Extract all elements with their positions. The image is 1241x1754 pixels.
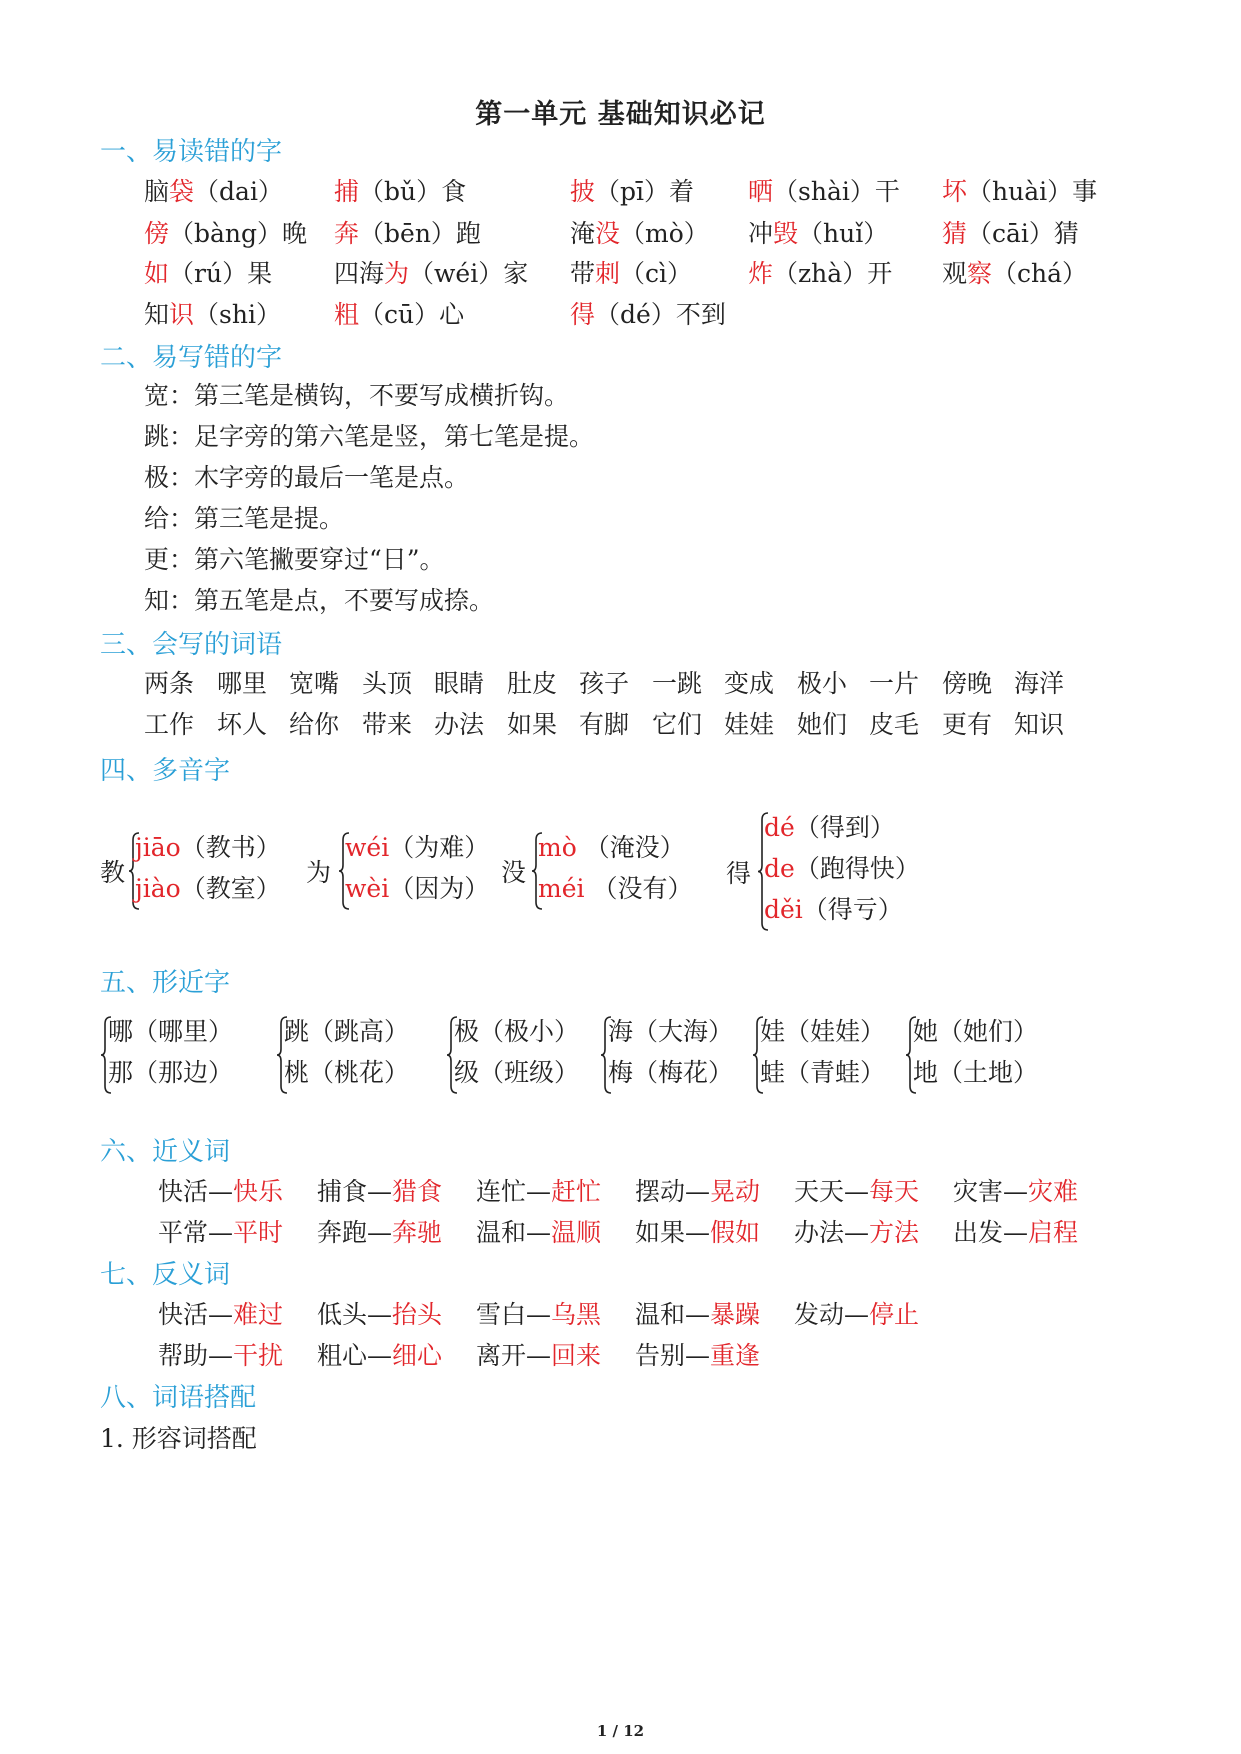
plain-text: 快活: [158, 1177, 209, 1206]
vocab-word: 肚皮: [507, 669, 558, 698]
plain-text: 淹: [570, 219, 596, 248]
word-item: [570, 172, 694, 208]
vocab-word: 一片: [869, 669, 920, 698]
highlight-text: wèi: [345, 874, 390, 903]
similar-char-entry: 蛙（青蛙）: [760, 1058, 886, 1087]
antonym-pair: [158, 1336, 283, 1372]
word-item: [570, 254, 692, 290]
highlight-text: 晒: [748, 177, 774, 206]
plain-text: （得亏）: [802, 895, 903, 924]
plain-text: 天天: [794, 1177, 845, 1206]
polyphone-reading: [345, 869, 489, 905]
highlight-text: 乌黑: [551, 1300, 602, 1329]
plain-text: （cū）心: [359, 300, 465, 329]
highlight-text: 刺: [595, 259, 621, 288]
plain-text: （pī）着: [595, 177, 695, 206]
similar-char-entry: 桃（桃花）: [284, 1058, 410, 1087]
vocab-word: 海洋: [1014, 669, 1065, 698]
highlight-text: jiào: [135, 874, 181, 903]
plain-text: 快活: [158, 1300, 209, 1329]
plain-text: （dé）不到: [595, 300, 726, 329]
plain-text: —: [1003, 1177, 1029, 1206]
plain-text: —: [844, 1300, 870, 1329]
highlight-text: 每天: [869, 1177, 920, 1206]
plain-text: （bǔ）食: [359, 177, 467, 206]
plain-text: （教书）: [180, 833, 281, 862]
synonym-pair: [635, 1213, 760, 1249]
vocab-word: 办法: [434, 710, 485, 739]
antonym-pair: [317, 1336, 442, 1372]
highlight-text: de: [764, 854, 795, 883]
polyphone-reading: [345, 828, 489, 864]
plain-text: —: [844, 1218, 870, 1247]
highlight-text: 启程: [1028, 1218, 1079, 1247]
vocab-word: 宽嘴: [289, 669, 340, 698]
highlight-text: 赶忙: [551, 1177, 602, 1206]
plain-text: （为难）: [389, 833, 490, 862]
highlight-text: 暴躁: [710, 1300, 761, 1329]
subsection-title: 1. 形容词搭配: [100, 1424, 257, 1453]
highlight-text: dé: [764, 813, 795, 842]
similar-char-entry: 地（土地）: [913, 1058, 1039, 1087]
word-item: [334, 172, 466, 208]
word-item: [144, 295, 281, 331]
plain-text: （跑得快）: [794, 854, 920, 883]
section-heading-2: 二、易写错的字: [100, 343, 283, 373]
vocab-word: 如果: [507, 710, 558, 739]
section-heading-6: 六、近义词: [100, 1137, 231, 1167]
highlight-text: 傍: [144, 219, 170, 248]
plain-text: 观: [942, 259, 968, 288]
plain-text: 四海: [334, 259, 385, 288]
plain-text: 出发: [953, 1218, 1004, 1247]
highlight-text: 猜: [942, 219, 968, 248]
plain-text: 离开: [476, 1341, 527, 1370]
synonym-pair: [158, 1172, 283, 1208]
section-heading-3: 三、会写的词语: [100, 630, 283, 660]
vocab-word: 变成: [724, 669, 775, 698]
plain-text: （没有）: [584, 874, 693, 903]
polyphone-char: 没: [501, 858, 527, 887]
word-item: [570, 214, 709, 250]
synonym-pair: [953, 1213, 1078, 1249]
highlight-text: 毁: [773, 219, 799, 248]
plain-text: —: [367, 1177, 393, 1206]
vocab-word: 坏人: [217, 710, 268, 739]
vocab-word: 皮毛: [869, 710, 920, 739]
plain-text: —: [526, 1177, 552, 1206]
plain-text: —: [526, 1300, 552, 1329]
plain-text: —: [685, 1177, 711, 1206]
word-item: [334, 254, 528, 290]
page-number: 1 / 12: [596, 1722, 645, 1740]
word-item: [748, 172, 900, 208]
plain-text: （bēn）跑: [359, 219, 481, 248]
plain-text: —: [685, 1218, 711, 1247]
highlight-text: 停止: [869, 1300, 920, 1329]
vocab-word: 极小: [797, 669, 848, 698]
polyphone-char: 教: [100, 858, 126, 887]
plain-text: 平常: [158, 1218, 209, 1247]
highlight-text: 披: [570, 177, 596, 206]
vocab-word: 工作: [144, 710, 195, 739]
synonym-pair: [635, 1172, 760, 1208]
highlight-text: 炸: [748, 259, 774, 288]
section-heading-4: 四、多音字: [100, 756, 231, 786]
highlight-text: méi: [538, 874, 585, 903]
page-title: 第一单元 基础知识必记: [475, 99, 766, 130]
similar-char-entry: 极（极小）: [454, 1017, 580, 1046]
highlight-text: 察: [967, 259, 993, 288]
similar-char-entry: 她（她们）: [913, 1017, 1039, 1046]
synonym-pair: [476, 1172, 601, 1208]
antonym-pair: [317, 1295, 442, 1331]
highlight-text: 猎食: [392, 1177, 443, 1206]
plain-text: （dai）: [194, 177, 283, 206]
plain-text: （因为）: [389, 874, 490, 903]
section-heading-1: 一、易读错的字: [100, 137, 283, 167]
plain-text: 如果: [635, 1218, 686, 1247]
plain-text: —: [367, 1300, 393, 1329]
vocab-word: 它们: [652, 710, 703, 739]
plain-text: 奔跑: [317, 1218, 368, 1247]
note-line: 知：第五笔是点，不要写成捺。: [144, 586, 495, 615]
highlight-text: 得: [570, 300, 596, 329]
antonym-pair: [476, 1295, 601, 1331]
vocab-word: 傍晚: [942, 669, 993, 698]
section-heading-5: 五、形近字: [100, 968, 231, 998]
plain-text: 连忙: [476, 1177, 527, 1206]
plain-text: 雪白: [476, 1300, 527, 1329]
word-item: [144, 172, 283, 208]
highlight-text: 重逢: [710, 1341, 761, 1370]
note-line: 给：第三笔是提。: [144, 504, 345, 533]
highlight-text: děi: [764, 895, 803, 924]
word-item: [942, 214, 1079, 250]
highlight-text: 抬头: [392, 1300, 443, 1329]
note-line: 更：第六笔撇要穿过“日”。: [144, 545, 445, 574]
plain-text: —: [208, 1341, 234, 1370]
note-line: 跳：足字旁的第六笔是竖，第七笔是提。: [144, 422, 595, 451]
plain-text: 粗心: [317, 1341, 368, 1370]
plain-text: （shi）: [194, 300, 281, 329]
highlight-text: 没: [595, 219, 621, 248]
polyphone-char: 得: [726, 858, 752, 888]
plain-text: 灾害: [953, 1177, 1004, 1206]
plain-text: —: [208, 1218, 234, 1247]
plain-text: 脑: [144, 177, 170, 206]
word-item: [942, 172, 1097, 208]
plain-text: 捕食: [317, 1177, 368, 1206]
highlight-text: 假如: [710, 1218, 761, 1247]
highlight-text: 快乐: [233, 1177, 284, 1206]
word-item: [334, 214, 481, 250]
synonym-pair: [317, 1172, 442, 1208]
plain-text: （shài）干: [773, 177, 900, 206]
plain-text: （cì）: [620, 259, 693, 288]
plain-text: （bàng）晚: [169, 219, 308, 248]
highlight-text: 难过: [233, 1300, 284, 1329]
plain-text: 温和: [635, 1300, 686, 1329]
vocab-word: 眼睛: [434, 669, 485, 698]
plain-text: （zhà）开: [773, 259, 893, 288]
vocab-word: 头顶: [362, 669, 413, 698]
word-item: [334, 295, 464, 331]
plain-text: （huǐ）: [798, 219, 889, 248]
highlight-text: 袋: [169, 177, 195, 206]
highlight-text: 粗: [334, 300, 360, 329]
polyphone-reading: [764, 808, 895, 844]
vocab-word: 孩子: [579, 669, 630, 698]
highlight-text: 灾难: [1028, 1177, 1079, 1206]
polyphone-reading: [538, 869, 692, 905]
antonym-pair: [476, 1336, 601, 1372]
polyphone-reading: [135, 869, 281, 905]
vocab-word: 娃娃: [724, 710, 775, 739]
similar-char-entry: 那（那边）: [108, 1058, 234, 1087]
plain-text: —: [526, 1341, 552, 1370]
antonym-pair: [635, 1336, 760, 1372]
plain-text: （chá）: [992, 259, 1088, 288]
highlight-text: 坏: [942, 177, 968, 206]
plain-text: （得到）: [794, 813, 895, 842]
section-heading-7: 七、反义词: [100, 1260, 231, 1290]
plain-text: —: [526, 1218, 552, 1247]
polyphone-char: 为: [306, 858, 332, 887]
plain-text: —: [367, 1218, 393, 1247]
plain-text: 告别: [635, 1341, 686, 1370]
plain-text: （huài）事: [967, 177, 1098, 206]
similar-char-entry: 级（班级）: [454, 1058, 580, 1087]
highlight-text: 回来: [551, 1341, 602, 1370]
section-heading-8: 八、词语搭配: [100, 1383, 257, 1413]
vocab-word: 有脚: [579, 710, 630, 739]
antonym-pair: [794, 1295, 919, 1331]
polyphone-reading: [538, 828, 685, 864]
plain-text: 带: [570, 259, 596, 288]
vocab-word: 知识: [1014, 710, 1065, 739]
plain-text: （wéi）家: [409, 259, 529, 288]
similar-char-entry: 哪（哪里）: [108, 1017, 234, 1046]
plain-text: 帮助: [158, 1341, 209, 1370]
highlight-text: 温顺: [551, 1218, 602, 1247]
polyphone-reading: [135, 828, 281, 864]
synonym-pair: [476, 1213, 601, 1249]
highlight-text: 方法: [869, 1218, 920, 1247]
vocab-word: 给你: [289, 710, 340, 739]
highlight-text: jiāo: [135, 833, 181, 862]
highlight-text: 干扰: [233, 1341, 284, 1370]
highlight-text: mò: [538, 833, 577, 862]
plain-text: —: [1003, 1218, 1029, 1247]
similar-char-entry: 娃（娃娃）: [760, 1017, 886, 1046]
highlight-text: 为: [384, 259, 410, 288]
plain-text: （rú）果: [169, 259, 273, 288]
highlight-text: 平时: [233, 1218, 284, 1247]
synonym-pair: [794, 1172, 919, 1208]
similar-char-entry: 跳（跳高）: [284, 1017, 410, 1046]
plain-text: 低头: [317, 1300, 368, 1329]
highlight-text: 捕: [334, 177, 360, 206]
plain-text: 知: [144, 300, 170, 329]
word-item: [144, 214, 307, 250]
highlight-text: 细心: [392, 1341, 443, 1370]
highlight-text: 识: [169, 300, 195, 329]
plain-text: 摆动: [635, 1177, 686, 1206]
vocab-word: 带来: [362, 710, 413, 739]
similar-char-entry: 海（大海）: [608, 1017, 734, 1046]
note-line: 宽：第三笔是横钩，不要写成横折钩。: [144, 381, 570, 410]
vocab-word: 哪里: [217, 669, 268, 698]
plain-text: （mò）: [620, 219, 709, 248]
plain-text: （淹没）: [576, 833, 685, 862]
plain-text: —: [685, 1300, 711, 1329]
vocab-word: 更有: [942, 710, 993, 739]
antonym-pair: [158, 1295, 283, 1331]
antonym-pair: [635, 1295, 760, 1331]
polyphone-reading: [764, 849, 920, 885]
highlight-text: 如: [144, 259, 170, 288]
highlight-text: wéi: [345, 833, 390, 862]
synonym-pair: [794, 1213, 919, 1249]
plain-text: （教室）: [180, 874, 281, 903]
highlight-text: 奔: [334, 219, 360, 248]
polyphone-reading: [764, 890, 903, 926]
plain-text: —: [367, 1341, 393, 1370]
plain-text: 办法: [794, 1218, 845, 1247]
plain-text: （cāi）猜: [967, 219, 1079, 248]
word-item: [748, 214, 888, 250]
plain-text: —: [208, 1177, 234, 1206]
highlight-text: 晃动: [710, 1177, 761, 1206]
plain-text: —: [208, 1300, 234, 1329]
plain-text: 温和: [476, 1218, 527, 1247]
plain-text: —: [844, 1177, 870, 1206]
word-item: [748, 254, 892, 290]
word-item: [144, 254, 272, 290]
word-item: [570, 295, 726, 331]
similar-char-entry: 梅（梅花）: [608, 1058, 734, 1087]
note-line: 极：木字旁的最后一笔是点。: [144, 463, 470, 492]
vocab-word: 两条: [144, 669, 195, 698]
plain-text: —: [685, 1341, 711, 1370]
synonym-pair: [317, 1213, 442, 1249]
word-item: [942, 254, 1087, 290]
plain-text: 冲: [748, 219, 774, 248]
synonym-pair: [158, 1213, 283, 1249]
vocab-word: 一跳: [652, 669, 703, 698]
vocab-word: 她们: [797, 710, 848, 739]
highlight-text: 奔驰: [392, 1218, 443, 1247]
synonym-pair: [953, 1172, 1078, 1208]
plain-text: 发动: [794, 1300, 845, 1329]
